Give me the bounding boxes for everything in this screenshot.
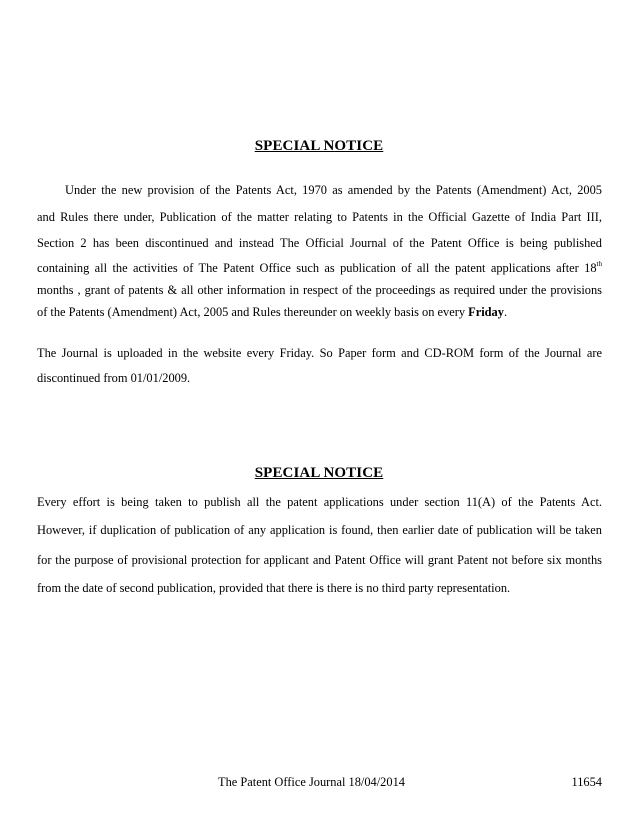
notice1-line-5: months , grant of patents & all other information in respect of the proceedings as required under the provisions [37,283,602,297]
notice2-line-2: However, if duplication of publication of any application is found, then earlier date of publication will be taken [37,523,602,537]
footer-page-number: 11654 [571,775,602,789]
footer-journal-title: The Patent Office Journal 18/04/2014 [218,775,405,789]
special-notice-heading-2: SPECIAL NOTICE [254,465,384,481]
notice1-line-2: and Rules there under, Publication of the matter relating to Patents in the Official Gazette of India Part III, [37,210,602,224]
notice1-line-6-text: of the Patents (Amendment) Act, 2005 and Rules thereunder on weekly basis on every [37,305,469,319]
notice2-line-4: from the date of second publication, provided that there is there is no third party representation. [37,581,511,595]
notice1-para2-line-1: The Journal is uploaded in the website every Friday. So Paper form and CD-ROM form of the Journal are [37,346,602,360]
notice2-line-3: for the purpose of provisional protection for applicant and Patent Office will grant Patent not before six months [37,553,602,567]
notice1-line-1: Under the new provision of the Patents Act, 1970 as amended by the Patents (Amendment) Act, 2005 [65,183,602,197]
friday-bold: Friday [468,305,504,319]
notice1-para2-line-2: discontinued from 01/01/2009. [37,371,191,385]
notice1-end-punct: . [503,305,508,319]
notice2-line-1: Every effort is being taken to publish all the patent applications under section 11(A) of the Patents Act. [37,495,602,509]
notice1-line-4-text: containing all the activities of The Patent Office such as publication of all the patent applications after 18 [37,261,597,275]
notice1-line-6 [37,305,602,320]
notice1-line-4 [37,261,602,276]
notice1-line-3: Section 2 has been discontinued and instead The Official Journal of the Patent Office is being published [37,236,602,250]
ordinal-superscript: th [596,260,602,268]
special-notice-heading-1: SPECIAL NOTICE [254,138,384,154]
